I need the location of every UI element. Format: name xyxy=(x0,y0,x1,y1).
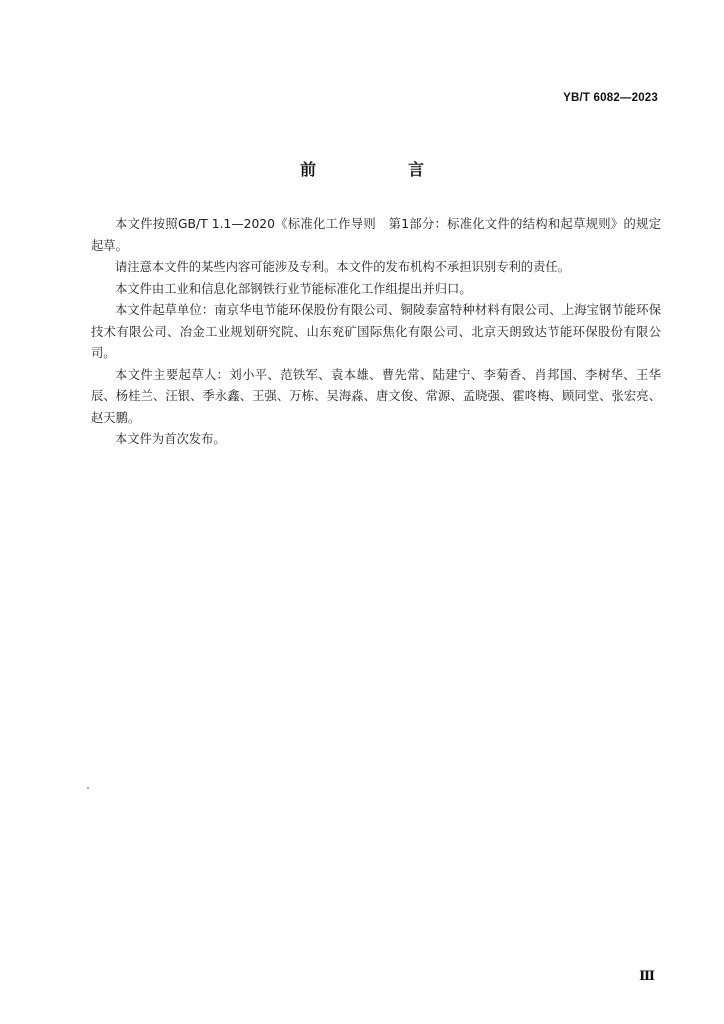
page-title: 前 言 xyxy=(299,160,462,179)
paragraph-proposer: 本文件由工业和信息化部钢铁行业节能标准化工作组提出并归口。 xyxy=(115,281,472,296)
paragraph-drafting-rules: 本文件按照GB/T 1.1—2020《标准化工作导则 第1部分：标准化文件的结构和起草规则》的规定起草。 xyxy=(91,217,661,253)
standard-code: YB/T 6082—2023 xyxy=(563,92,658,104)
scan-speck xyxy=(87,787,89,789)
paragraph-first-release: 本文件为首次发布。 xyxy=(115,432,226,446)
paragraph-drafters: 本文件主要起草人：刘小平、范铁军、袁本雄、曹先常、陆建宁、李菊香、肖邦国、李树华、王华辰、杨桂兰、汪银、季永鑫、王强、万栋、吴海淼、唐文俊、常源、孟晓强、霍咚梅、顾同堂、张宏亮、赵天鹏。 xyxy=(91,367,661,425)
page-number: Ⅲ xyxy=(639,968,655,983)
paragraph-patent-notice: 请注意本文件的某些内容可能涉及专利。本文件的发布机构不承担识别专利的责任。 xyxy=(115,260,570,274)
foreword-body xyxy=(91,214,661,451)
paragraph-drafting-units: 本文件起草单位：南京华电节能环保股份有限公司、铜陵泰富特种材料有限公司、上海宝钢节能环保技术有限公司、冶金工业规划研究院、山东兖矿国际焦化有限公司、北京天朗致达节能环保股份有限公司。 xyxy=(91,303,661,360)
